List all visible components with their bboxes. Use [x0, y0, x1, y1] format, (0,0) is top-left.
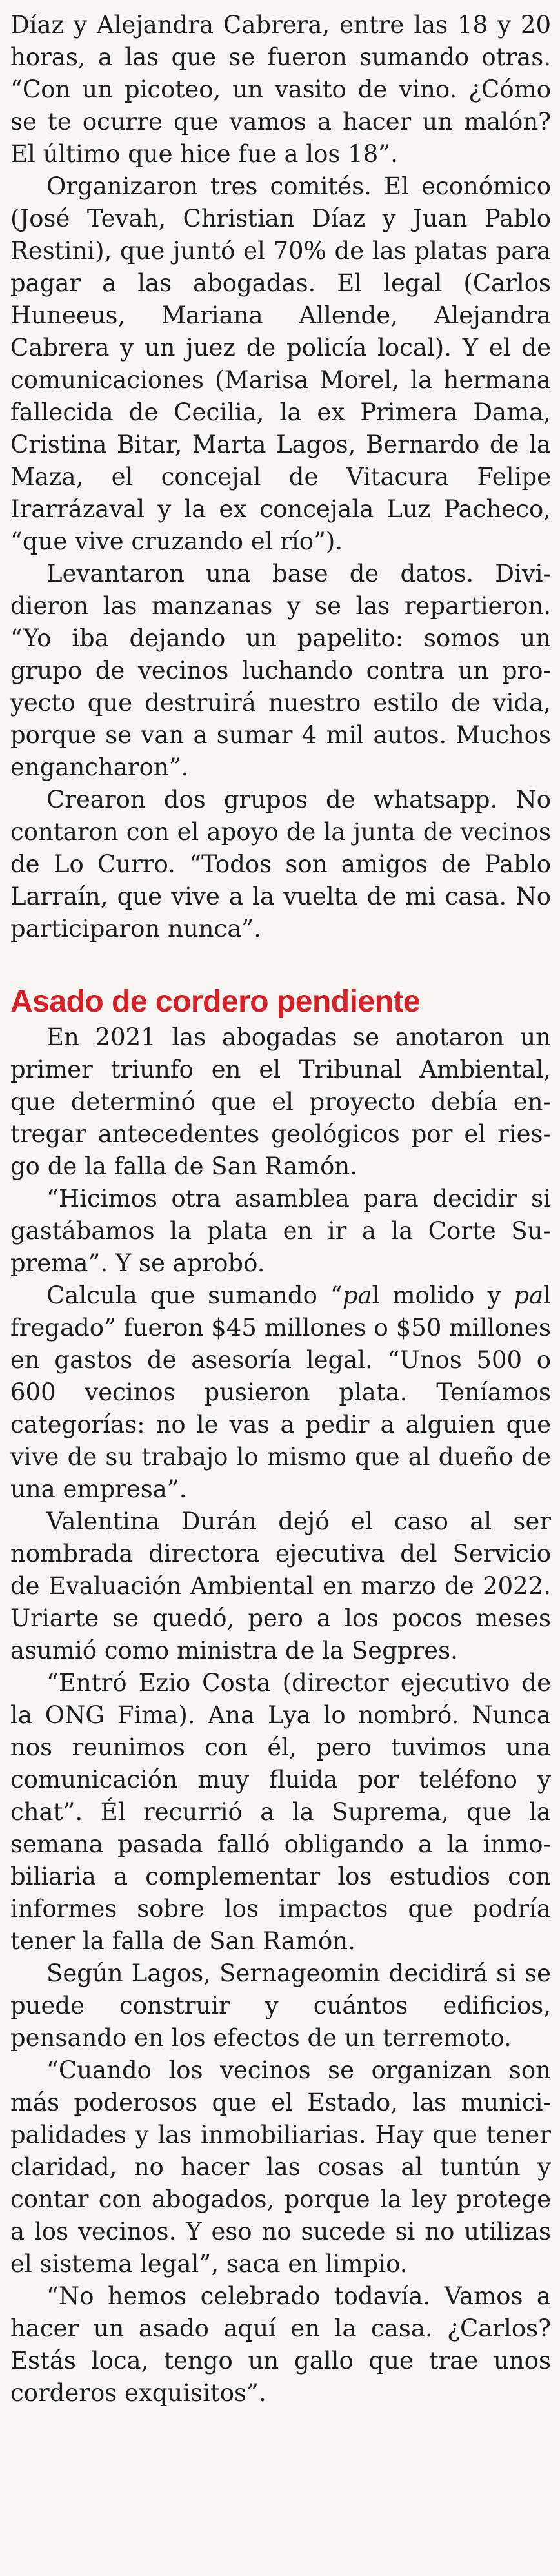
paragraph-intro-continued: Díaz y Alejandra Cabrera, entre las 18 y 20 horas, a las que se fueron sumando otras. “Con un picoteo, un vasito de vino. ¿Cómo se te ocurre que vamos a hacer un malón? El último que hice fue a los 18”.	[10, 11, 551, 168]
paragraph-asado: “No hemos celebrado todavía. Vamos a hacer un asado aquí en la casa. ¿Carlos? Estás loca, tengo un gallo que trae unos corderos exquisitos”.	[10, 2282, 551, 2407]
calcula-italic-1: pa	[342, 1282, 372, 1309]
paragraph-ezio-costa: “Entró Ezio Costa (director ejecutivo de la ONG Fima). Ana Lya lo nombró. Nunca nos reunimos con él, pero tuvimos una comunicación muy fluida por teléfono y chat”. Él recurrió a la Suprema, que la semana pasada falló obligando a la inmobiliaria a complementar los estudios con informes sobre los impactos que podría tener la falla de San Ramón.	[10, 1669, 551, 1955]
paragraph-valentina-duran: Valentina Durán dejó el caso al ser nombrada directora ejecutiva del Servicio de Evaluación Ambiental en marzo de 2022. Uriarte se quedó, pero a los pocos meses asumió como ministra de la Segpres.	[10, 1508, 551, 1664]
paragraph-base-de-datos: Levantaron una base de datos. Dividieron las manzanas y se las repartieron. “Yo iba dejando un papelito: somos un grupo de vecinos luchando contra un proyecto que destruirá nuestro estilo de vida, porque se van a sumar 4 mil autos. Muchos engancharon”.	[10, 560, 551, 781]
paragraph-sernageomin: Según Lagos, Sernageomin decidirá si se puede construir y cuántos edificios, pensando en los efectos de un terremoto.	[10, 1959, 551, 2052]
paragraph-vecinos-organizan: “Cuando los vecinos se organizan son más poderosos que el Estado, las municipalidades y las inmobiliarias. Hay que tener claridad, no hacer las cosas al tuntún y contar con abogados, porque la ley protege a los vecinos. Y eso no sucede si no utilizas el sistema legal”, saca en limpio.	[10, 2056, 551, 2278]
paragraph-whatsapp: Crearon dos grupos de whatsapp. No contaron con el apoyo de la junta de vecinos de Lo Curro. “Todos son amigos de Pablo Larraín, que vive a la vuelta de mi casa. No participaron nunca”.	[10, 786, 551, 943]
paragraph-asamblea: “Hicimos otra asamblea para decidir si gastábamos la plata en ir a la Corte Suprema”. Y se aprobó.	[10, 1185, 551, 1277]
paragraph-triunfo: En 2021 las abogadas se anotaron un primer triunfo en el Tribunal Ambiental, que determinó que el proyecto debía entregar antecedentes geológicos por el riesgo de la falla de San Ramón.	[10, 1023, 551, 1180]
calcula-text-2: l molido y	[372, 1282, 514, 1309]
paragraph-calcula	[10, 1280, 551, 1506]
calcula-italic-2: pa	[514, 1282, 544, 1309]
paragraph-comites: Organizaron tres comités. El económico (José Tevah, Christian Díaz y Juan Pablo Restini), que juntó el 70% de las platas para pagar a las abogadas. El legal (Carlos Huneeus, Mariana Allende, Alejandra Cabrera y un juez de policía local). Y el de comunicaciones (Marisa Morel, la hermana fallecida de Cecilia, la ex Primera Dama, Cristina Bitar, Marta Lagos, Bernardo de la Maza, el concejal de Vitacura Felipe Irarrázaval y la ex concejala Luz Pacheco, “que vive cruzando el río”).	[10, 172, 551, 555]
section-subheading: Asado de cordero pendiente	[10, 985, 421, 1019]
calcula-text-3: l fregado” fueron $45 millones o $50 millones en gastos de asesoría legal. “Unos 500 o 600 vecinos pusieron plata. Teníamos categorías: no le vas a pedir a alguien que vive de su trabajo lo mismo que al dueño de una empresa”.	[10, 1282, 551, 1503]
calcula-text-1: Calcula que sumando “	[46, 1282, 343, 1309]
